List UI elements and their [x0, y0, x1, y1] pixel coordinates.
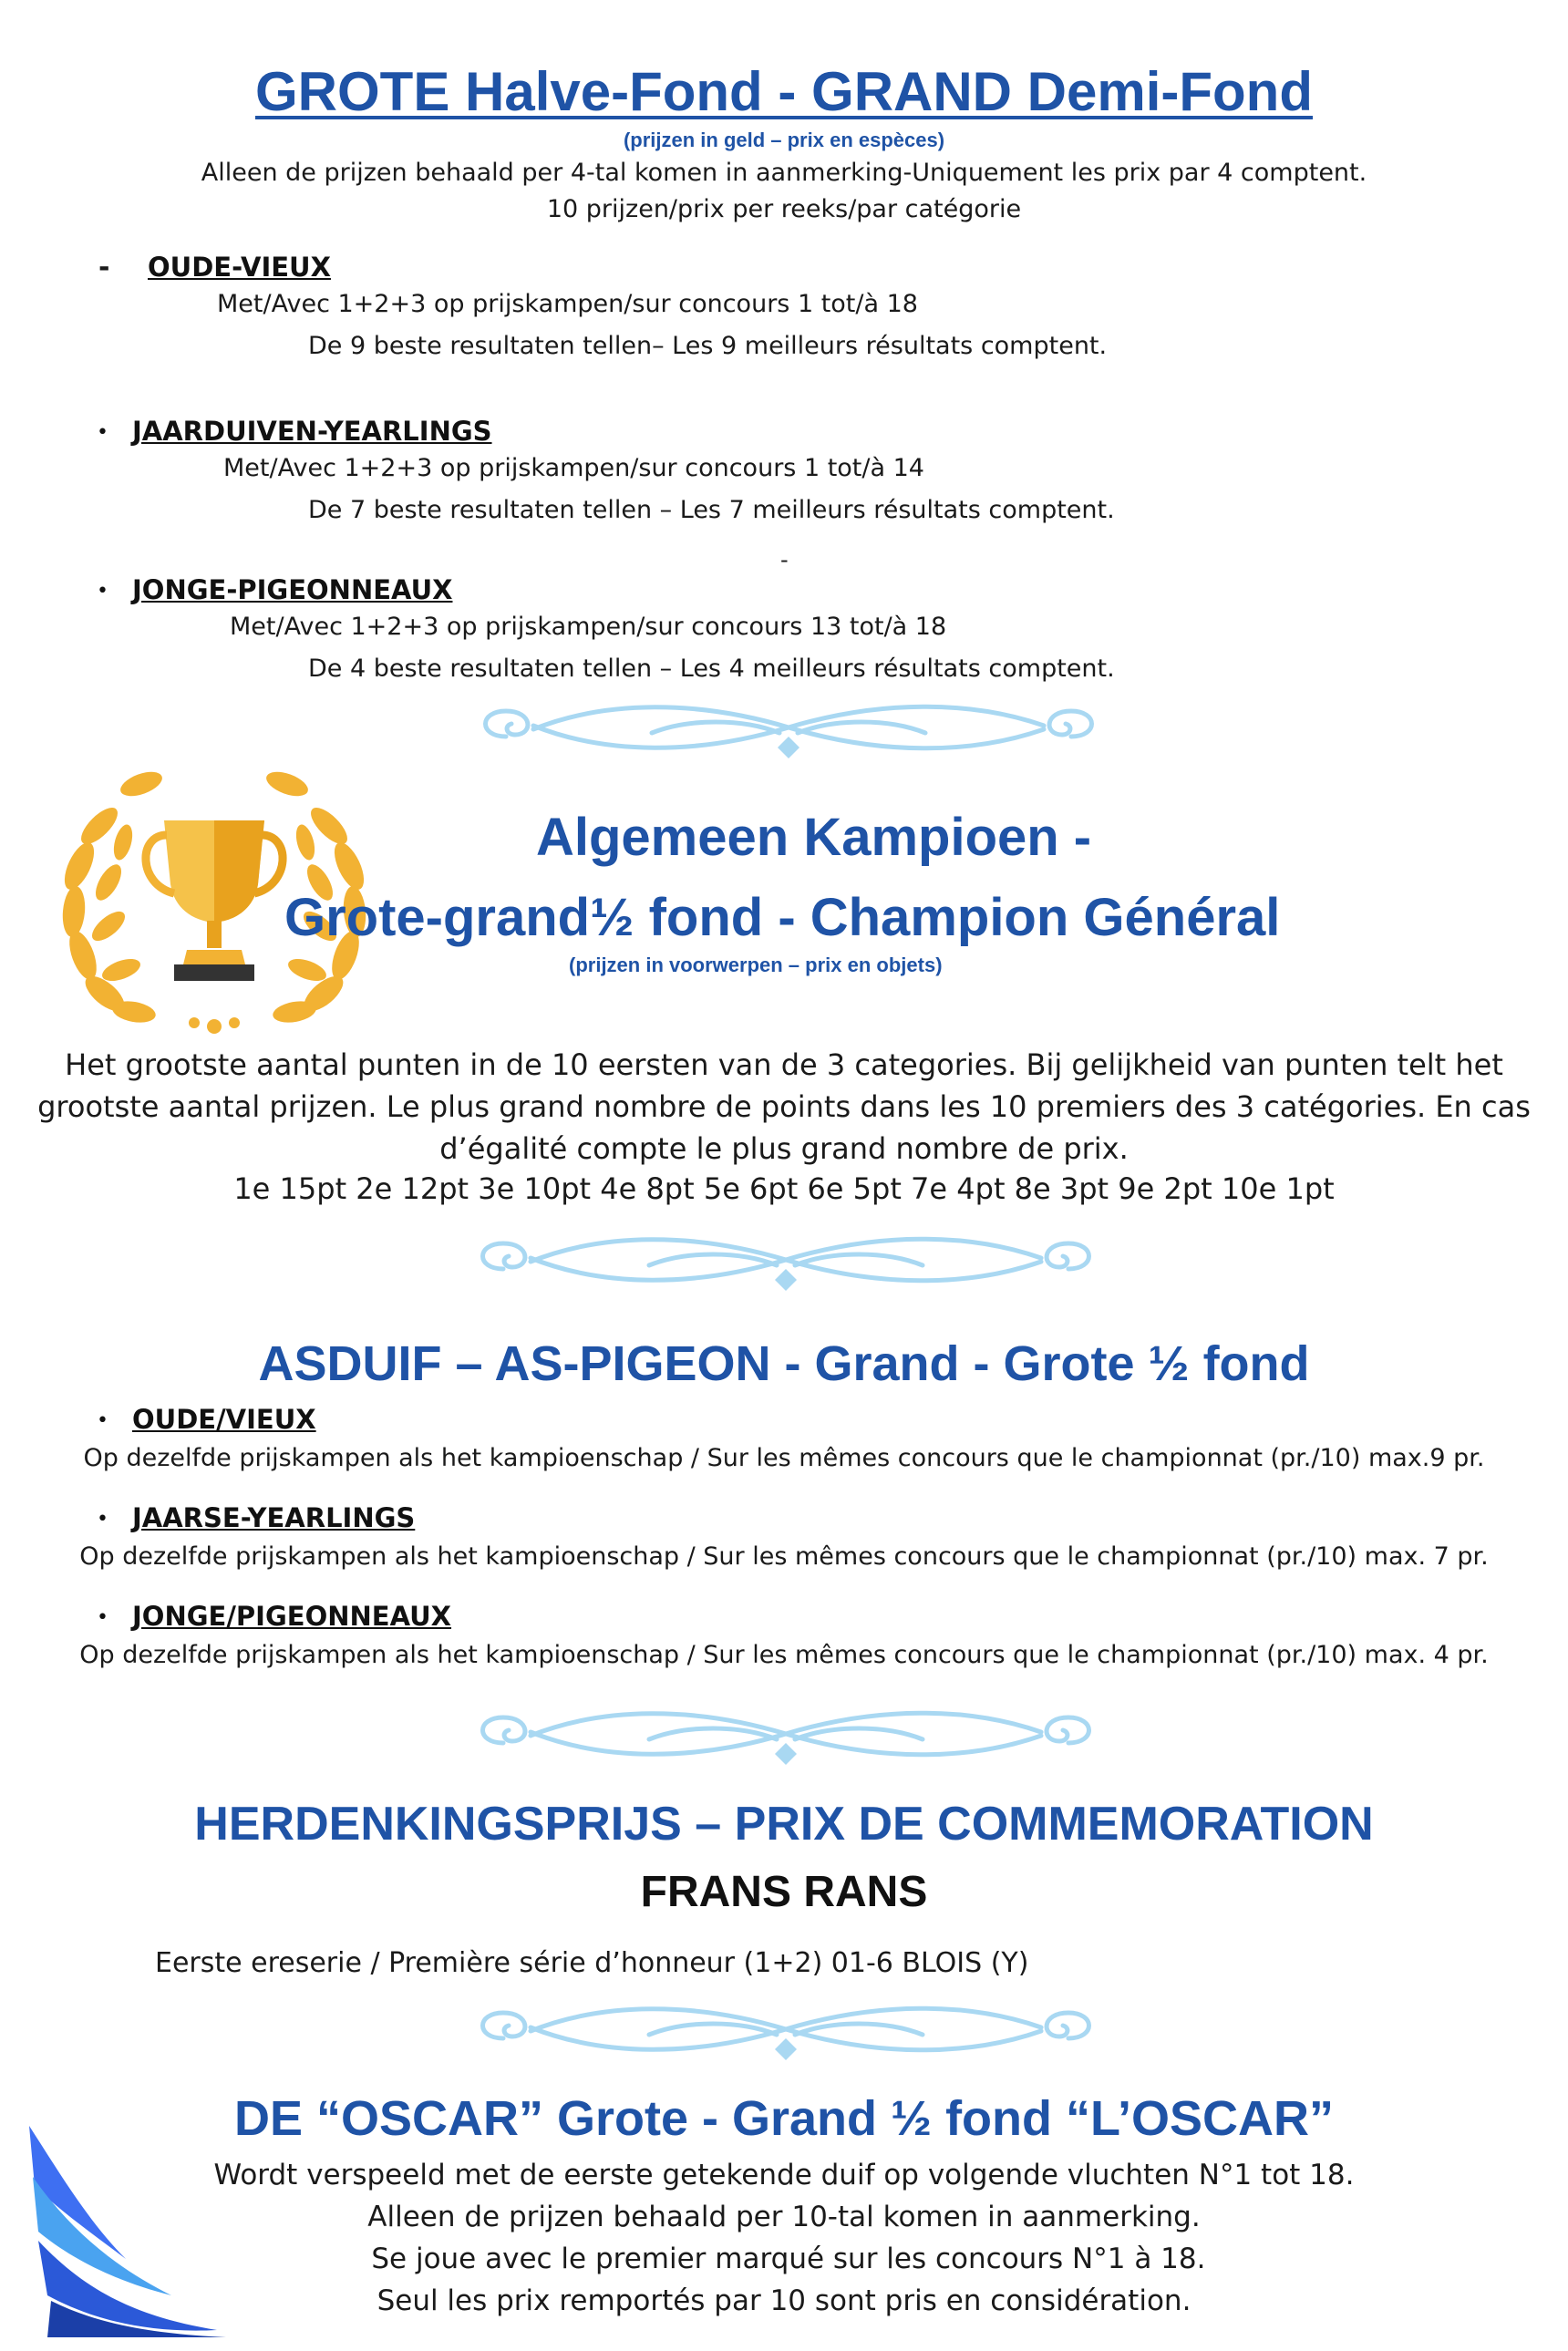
category-detail-jaarduiven: Met/Avec 1+2+3 op prijskampen/sur concours 1 tot/à 14 — [223, 454, 924, 482]
asduif-heading-jaarse: JAARSE-YEARLINGS — [132, 1502, 416, 1533]
category-result-jaarduiven: De 7 beste resultaten tellen – Les 7 meilleurs résultats comptent. — [308, 496, 1115, 524]
stray-dash: - — [780, 547, 789, 572]
section2-note: (prijzen in voorwerpen – prix en objets) — [569, 954, 943, 976]
asduif-text-oude: Op dezelfde prijskampen als het kampioenschap / Sur les mêmes concours que le championnat (pr./10) max.9 pr. — [83, 1444, 1485, 1472]
section1-prize-count: 10 prijzen/prix per reeks/par catégorie — [546, 195, 1022, 223]
section4-honour-series: Eerste ereserie / Première série d’honneur (1+2) 01-6 BLOIS (Y) — [155, 1947, 1029, 1979]
section5-title: DE “OSCAR” Grote - Grand ½ fond “L’OSCAR” — [233, 2091, 1335, 2146]
bullet-icon: • — [97, 1409, 108, 1432]
bullet-icon: • — [97, 421, 108, 444]
section4-name: FRANS RANS — [640, 1868, 928, 1916]
bullet-icon: • — [97, 1606, 108, 1629]
category-heading-jonge: JONGE-PIGEONNEAUX — [132, 574, 453, 605]
section2-title-line1: Algemeen Kampioen - — [536, 808, 1092, 867]
ornament-flourish-icon — [467, 2002, 1105, 2066]
section4-title: HERDENKINGSPRIJS – PRIX DE COMMEMORATION — [194, 1798, 1374, 1851]
section5-line3: Se joue avec le premier marqué sur les concours N°1 à 18. — [362, 2243, 1206, 2275]
section1-rule-line: Alleen de prijzen behaald per 4-tal komen in aanmerking-Uniquement les prix par 4 comptent. — [201, 159, 1367, 187]
category-result-oude-vieux: De 9 beste resultaten tellen– Les 9 meilleurs résultats comptent. — [308, 332, 1108, 360]
asduif-heading-jonge: JONGE/PIGEONNEAUX — [132, 1601, 452, 1632]
section1-note: (prijzen in geld – prix en espèces) — [623, 129, 945, 151]
asduif-text-jaarse: Op dezelfde prijskampen als het kampioenschap / Sur les mêmes concours que le championnat (pr./10) max. 7 pr. — [79, 1542, 1489, 1571]
section5-line4: Seul les prix remportés par 10 sont pris en considération. — [377, 2284, 1191, 2317]
bullet-icon: • — [97, 1508, 108, 1531]
section2-para-line2: grootste aantal prijzen. Le plus grand nombre de points dans les 10 premiers des 3 catégories. En cas — [37, 1089, 1531, 1124]
ornament-flourish-icon — [467, 1707, 1105, 1770]
asduif-heading-oude: OUDE/VIEUX — [132, 1404, 316, 1435]
section2-para-line1: Het grootste aantal punten in de 10 eersten van de 3 categories. Bij gelijkheid van punten telt het — [65, 1047, 1503, 1082]
bullet-icon: • — [97, 580, 108, 603]
sail-logo-icon — [26, 2122, 235, 2341]
asduif-text-jonge: Op dezelfde prijskampen als het kampioenschap / Sur les mêmes concours que le championnat (pr./10) max. 4 pr. — [79, 1641, 1489, 1669]
section5-line2: Alleen de prijzen behaald per 10-tal komen in aanmerking. — [367, 2201, 1201, 2233]
section2-title-line2: Grote-grand½ fond - Champion Général — [284, 888, 1281, 947]
category-marker-dash: - — [98, 252, 110, 284]
category-heading-jaarduiven: JAARDUIVEN-YEARLINGS — [132, 416, 492, 447]
section1-title: GROTE Halve-Fond - GRAND Demi-Fond — [255, 61, 1313, 122]
ornament-flourish-icon — [469, 700, 1108, 764]
category-result-jonge: De 4 beste resultaten tellen – Les 4 meilleurs résultats comptent. — [308, 655, 1115, 683]
category-detail-jonge: Met/Avec 1+2+3 op prijskampen/sur concours 13 tot/à 18 — [230, 613, 947, 641]
ornament-flourish-icon — [467, 1232, 1105, 1296]
category-heading-oude-vieux: OUDE-VIEUX — [148, 252, 331, 283]
section3-title: ASDUIF – AS-PIGEON - Grand - Grote ½ fond — [258, 1336, 1310, 1391]
category-detail-oude-vieux: Met/Avec 1+2+3 op prijskampen/sur concours 1 tot/à 18 — [217, 290, 918, 318]
section2-points-scale: 1e 15pt 2e 12pt 3e 10pt 4e 8pt 5e 6pt 6e 5pt 7e 4pt 8e 3pt 9e 2pt 10e 1pt — [233, 1171, 1335, 1206]
section5-line1: Wordt verspeeld met de eerste getekende duif op volgende vluchten N°1 tot 18. — [213, 2159, 1355, 2191]
section2-para-line3: d’égalité compte le plus grand nombre de prix. — [439, 1131, 1129, 1166]
